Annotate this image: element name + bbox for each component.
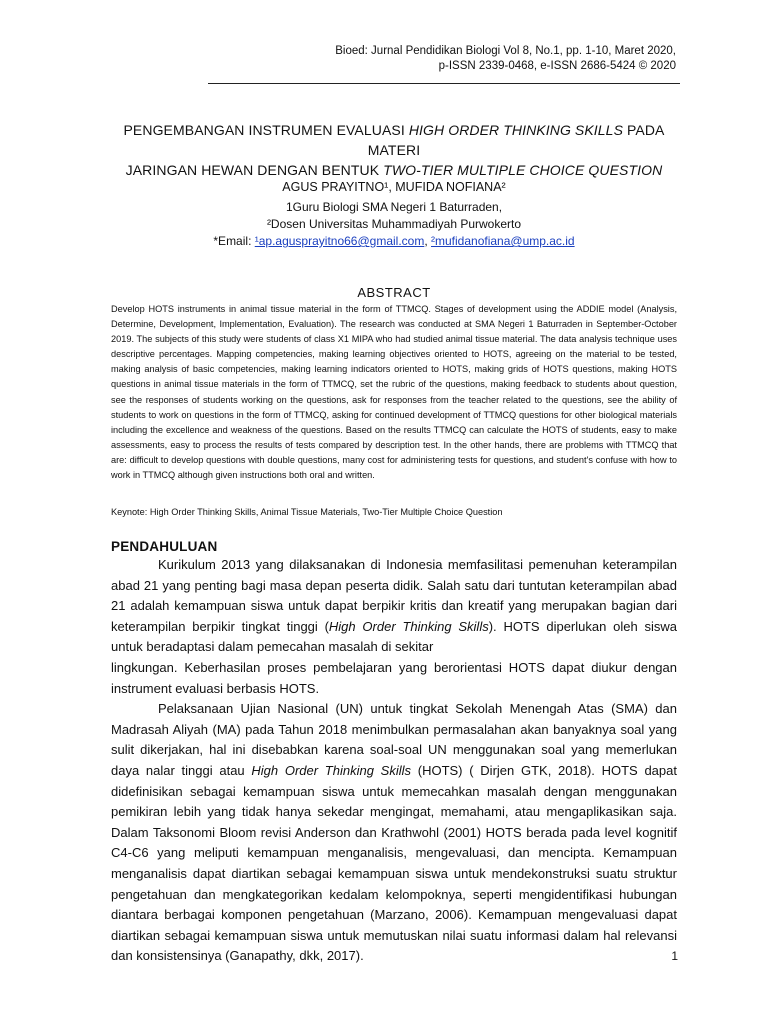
paragraph-italic: High Order Thinking Skills [251,762,412,778]
title-text: PADA MATERI [367,122,665,158]
paragraph-1 [111,555,677,658]
abstract-text: Develop HOTS instruments in animal tissue material in the form of TTMCQ. Stages of development using the ADDIE model (Analysis, Determine, Development, Implementation, Evaluation). The research was conducted at SMA Negeri 1 Baturraden in September-October 2019. The subjects of this study were students of class X1 MIPA who had studied animal tissue material. The data analysis technique uses descriptive percentages. Mapping competencies, making learning objectives oriented to HOTS, agreeing on the material to be tested, making analysis of basic competencies, making learning indicators oriented to HOTS, making grids of HOTS questions, making HOTS questions in animal tissue materials in the form of TTMCQ, set the rubric of the questions, making feedback to students about question, see the responses of students working on the questions, ask for responses from the teacher related to the questions, see the ability of students to work on questions in the form of TTMCQ, asking for continued development of TTMCQ questions for other biological materials including the excellence and weakness of the questions. Based on the results TTMCQ can calculate the HOTS of students, easy to make assessments, easy to process the results of tests compared by description test. In the other hands, there are problems with TTMCQ that are: difficult to develop questions with double questions, many cost for administering tests for questions, and student's confuse with how to work in TTMCQ although given instructions both oral and written. [111,304,677,481]
email-label: *Email: [213,234,255,248]
title-line-1 [100,120,688,160]
keywords: Keynote: High Order Thinking Skills, Animal Tissue Materials, Two-Tier Multiple Choice Question [111,507,503,517]
journal-issn: p-ISSN 2339-0468, e-ISSN 2686-5424 © 2020 [438,60,676,72]
paragraph-text: Kurikulum 2013 yang dilaksanakan di Indonesia memfasilitasi pemenuhan keterampilan abad 21 yang penting bagi masa depan peserta didik. Salah satu dari tuntutan keterampilan abad 21 adalah kemampuan siswa untuk dapat berpikir kritis dan kreatif yang merupakan bagian dari keterampilan berpikir tingkat tinggi ( [111,557,677,634]
title-text: PENGEMBANGAN INSTRUMEN EVALUASI [123,122,409,138]
journal-citation: Bioed: Jurnal Pendidikan Biologi Vol 8, No.1, pp. 1-10, Maret 2020, [335,45,676,57]
paper-title [100,120,688,180]
affiliation-1: 1Guru Biologi SMA Negeri 1 Baturraden, [285,200,503,214]
author-block [100,179,688,250]
page-number: 1 [671,949,678,963]
header-rule [208,83,680,84]
paragraph-text: ). HOTS diperlukan oleh siswa untuk beradaptasi dalam pemecahan masalah di sekitar [111,618,677,655]
title-line-2 [100,160,688,180]
author-names: AGUS PRAYITNO¹, MUFIDA NOFIANA² [282,180,506,194]
paragraph-text: Pelaksanaan Ujian Nasional (UN) untuk tingkat Sekolah Menengah Atas (SMA) dan Madrasah Aliyah (MA) pada Tahun 2018 menimbulkan permasalahan akan banyaknya soal yang sulit dikerjakan, hal ini disebabkan karena soal-soal UN menggunakan soal yang memerlukan daya nalar tinggi atau [111,701,677,778]
title-italic: HIGH ORDER THINKING SKILLS [408,122,624,138]
paragraph-3 [111,699,677,967]
paragraph-text: (HOTS) ( Dirjen GTK, 2018). HOTS dapat didefinisikan sebagai kemampuan siswa untuk memecahkan masalah dengan menggunakan pemikiran lebih yang tidak hanya sekedar mengingat, memahami, atau mengaplikasikan saja. Dalam Taksonomi Bloom revisi Anderson dan Krathwohl (2001) HOTS berada pada level kognitif C4-C6 yang meliputi kemampuan menganalisis, mengevaluasi, dan mencipta. Kemampuan menganalisis dapat diartikan sebagai kemampuan siswa untuk mendekonstruksi suatu struktur pengetahuan dan mengkategorikan kedalam kelompoknya, seperti mengidentifikasi hubungan diantara berbagai komponen pengetahuan (Marzano, 2006). Kemampuan mengevaluasi dapat diartikan sebagai kemampuan siswa untuk memutuskan nilai suatu informasi dalam hal relevansi dan konsistensinya (Ganapathy, dkk, 2017). [111,762,677,964]
email-link-1[interactable]: ¹ap.agusprayitno66@gmail.com [254,234,425,248]
email-separator: , [424,234,432,248]
body-text [111,555,677,967]
affiliation-2: ²Dosen Universitas Muhammadiyah Purwokerto [266,217,522,231]
email-link-2[interactable]: ²mufidanofiana@ump.ac.id [431,234,575,248]
title-italic: TWO-TIER MULTIPLE CHOICE QUESTION [383,162,663,178]
paragraph-italic: High Order Thinking Skills [328,618,489,634]
journal-header [335,44,676,74]
email-line [100,233,688,250]
paragraph-2: lingkungan. Keberhasilan proses pembelajaran yang berorientasi HOTS dapat diukur dengan instrument evaluasi berbasis HOTS. [111,659,677,696]
section-heading: PENDAHULUAN [111,539,218,554]
abstract-heading: ABSTRACT [357,285,431,300]
title-text: JARINGAN HEWAN DENGAN BENTUK [125,162,384,178]
